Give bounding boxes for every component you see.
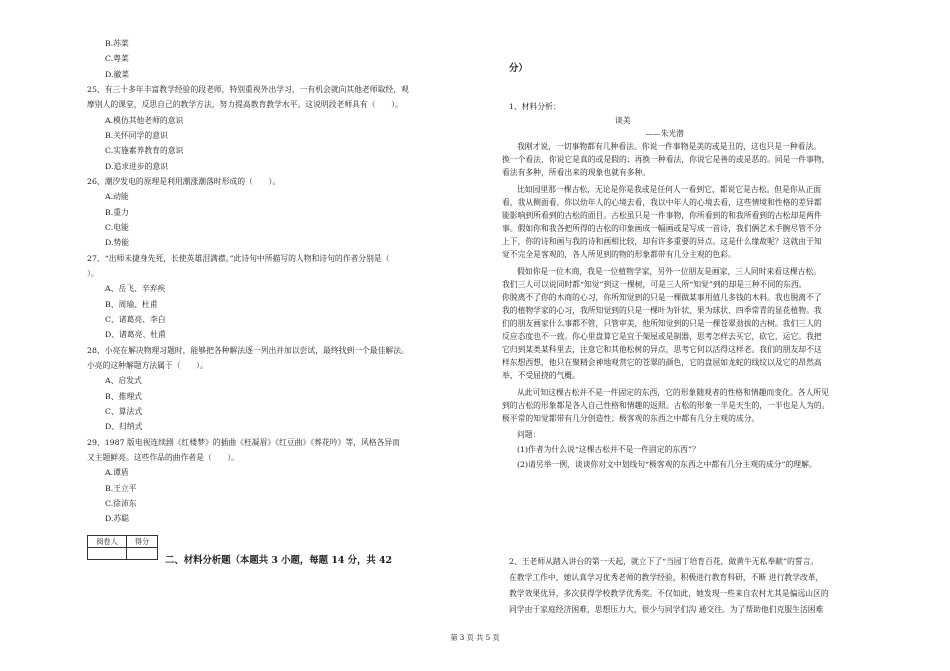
q27-option-d: D、诸葛亮、杜甫 [105,330,166,339]
p4-line3: 极平常的知觉都带有几分创造性；极客观的东西之中都有几分主观的成分。 [502,414,760,423]
score-cell[interactable] [127,548,158,560]
q29-option-c: C.徐沛东 [105,499,137,508]
q25-option-b: B.关怀同学的意识 [105,131,168,140]
p3-line2: 我们三人可以说同时都“知觉”到这一棵树，可是三人所“知觉”到的却是三种不同的东西。 [502,280,807,289]
p1-line2: 换一个看法，你说它是真的或是假的；再换一种看法，你说它是善的或是恶的。同是一件事物， [502,155,830,164]
p2-line3: 能影响到所看到的古松的面目。古松虽只是一件事物，你所看到的和我所看到的古松却是两件 [502,211,822,220]
q24-option-d: D.徽菜 [105,70,130,79]
essay-author: ——朱光潜 [645,129,684,138]
q28-option-b: B、推理式 [105,392,142,401]
q28-option-c: C、算法式 [105,407,143,416]
p2-line6: 觉不完全是客观的，各人所见到的物的形象都带有几分主观的色彩。 [502,250,736,259]
essay-title: 谈美 [615,116,631,125]
q27-stem-line2: ）。 [87,269,99,278]
q25-option-a: A.模仿其他老师的意识 [105,116,184,125]
score-label: 得分 [127,536,158,548]
q24-option-b: B.苏菜 [105,39,129,48]
p2-line4: 事。假如你和我各把所得的古松的印象画成一幅画或是写成一首诗，我们俩艺术手腕尽管不分 [502,224,822,233]
p4-line1: 从此可知这棵古松并不是一件固定的东西，它的形象随观者的性格和情趣而变化。各人所见 [517,388,829,397]
p3-line8: 样东想西想，他只在聚精会神地观赏它的苍翠的颜色，它的盘屈如龙蛇的线纹以及它的昂然高 [502,358,822,367]
p2-line2: 看，我从侧面看，你以幼年人的心境去看，我以中年人的心境去看，这些情境和性格的差异都 [502,198,822,207]
page-footer: 第 3 页 共 5 页 [450,633,500,642]
q27-option-b: B、周瑜、杜甫 [105,300,158,309]
p3-line6: 反应态度也不一致。你心里盘算它是宜于架屋或是制器，思考怎样去买它，砍它，运它。我把 [502,332,822,341]
q2-line1: 2、王老师从踏入讲台的第一天起，就立下了“当园丁培育百花，做黄牛无私奉献”的誓言。 [509,557,819,566]
p3-line3: 你脱离不了你的木商的心习，你所知觉到的只是一棵做某事用值几多钱的木料。我也脱离不了 [502,293,822,302]
q27-stem-line1: 27、“出师未捷身先死，长使英雄泪满襟。”此诗句中所描写的人物和诗句的作者分别是（ [87,254,390,263]
q26-option-b: B.重力 [105,208,129,217]
p1-line1: 我刚才说，一切事物都有几种看法。你说一件事物是美的或是丑的，这也只是一种看法。 [517,142,822,151]
p3-line1: 假如你是一位木商，我是一位植物学家，另外一位朋友是画家，三人同时来看这棵古松。 [517,267,822,276]
q28-option-d: D、归纳式 [105,422,143,431]
p3-line9: 举、不受屈挠的气概。 [502,371,580,380]
q25-option-c: C.实施素养教育的意识 [105,146,184,155]
p3-line5: 们的朋友画家什么事都不管，只管审美，他所知觉到的只是一棵苍翠劲拔的古树。我们三人的 [502,319,822,328]
p3-line7: 它归到某类某科里去，注意它和其他松树的异点，思考它何以活得这样老。我们的朋友却不这 [502,345,822,354]
q25-stem-line2: 摩别人的课堂，反思自己的教学方法，努力提高教育教学水平。这说明段老师具有（ ）。 [87,100,403,109]
q29-option-d: D.苏聪 [105,514,130,523]
q26-option-c: C.电能 [105,223,129,232]
q29-option-a: A.谭盾 [105,468,129,477]
q27-option-a: A、岳飞、辛弃疾 [105,284,166,293]
q25-option-d: D.追求进步的意识 [105,162,169,171]
section-heading-continued: 分） [509,63,528,74]
q27-option-c: C、诸葛亮、李白 [105,315,166,324]
q2-line4: 同学由于家庭经济困难，思想压力大，很少与同学们沟 通交往。为了帮助他们克服生活困难 [509,605,824,614]
p4-line2: 到的古松的形象都是各人自己性格和情趣的返照。古松的形象一半是天生的，一半也是人为的。 [502,401,830,410]
question-2: (2)请另举一例，谈谈你对文中划线句“极客观的东西之中都有几分主观的成分”的理解。 [517,460,817,469]
q25-stem-line1: 25、有三十多年丰富教学经验的段老师，特别重视外出学习，一有机会就向其他老师取经，观 [87,85,409,94]
q29-stem-line1: 29、1987 版电视连续剧《红楼梦》的插曲《枉凝眉》《红豆曲》《葬花吟》等，风格各异而 [87,438,400,447]
reviewer-cell[interactable] [88,548,127,560]
q26-stem: 26、潮汐发电的原理是利用潮涨潮落时形成的（ ）。 [87,177,281,186]
q29-stem-line2: 又主题鲜亮。这些作品的曲作者是（ ）。 [87,453,240,462]
p3-line4: 我的植物学家的心习，我所知觉到的只是一棵叶为针状、果为球状、四季常青的显花植物。我 [502,306,822,315]
q1-label: 1、材料分析： [509,102,561,111]
question-label: 问题： [517,430,541,439]
q24-option-c: C.粤菜 [105,54,129,63]
question-1: (1)作者为什么说“这棵古松并不是一件固定的东西”？ [517,445,700,454]
p1-line3: 看法有多种，所看出来的现象也就有多种。 [502,168,651,177]
p2-line1: 比如园里那一棵古松，无论是你是我或是任何人一看到它，都说它是古松。但是你从正面 [517,185,822,194]
q28-stem-line2: 小亮的这种解题方法属于（ ）。 [87,361,208,370]
score-table [87,535,158,560]
q29-option-b: B.王立平 [105,484,137,493]
q2-line3: 教学效果优异，多次获得学校教学优秀奖。不仅如此，她发现一些来自农村尤其是偏远山区的 [509,589,829,598]
q26-option-d: D.势能 [105,238,130,247]
p2-line5: 上下，你的诗和画与我的诗和画相比较，却有许多重要的异点。这是什么缘故呢？这就由于知 [502,237,822,246]
q26-option-a: A.动能 [105,192,129,201]
q28-option-a: A、启发式 [105,376,142,385]
reviewer-label: 阅卷人 [88,536,127,548]
section-heading: 二、材料分析题（本题共 3 小题，每题 14 分，共 42 [165,555,393,566]
q2-line2: 在教学工作中，她认真学习优秀老师的教学经验，积极进行教育科研，不断 进行教学改革， [509,573,824,582]
q28-stem-line1: 28、小亮在解决物理习题时，能够把各种解法逐一列出并加以尝试，最终找到一个最佳解法。 [87,346,409,355]
